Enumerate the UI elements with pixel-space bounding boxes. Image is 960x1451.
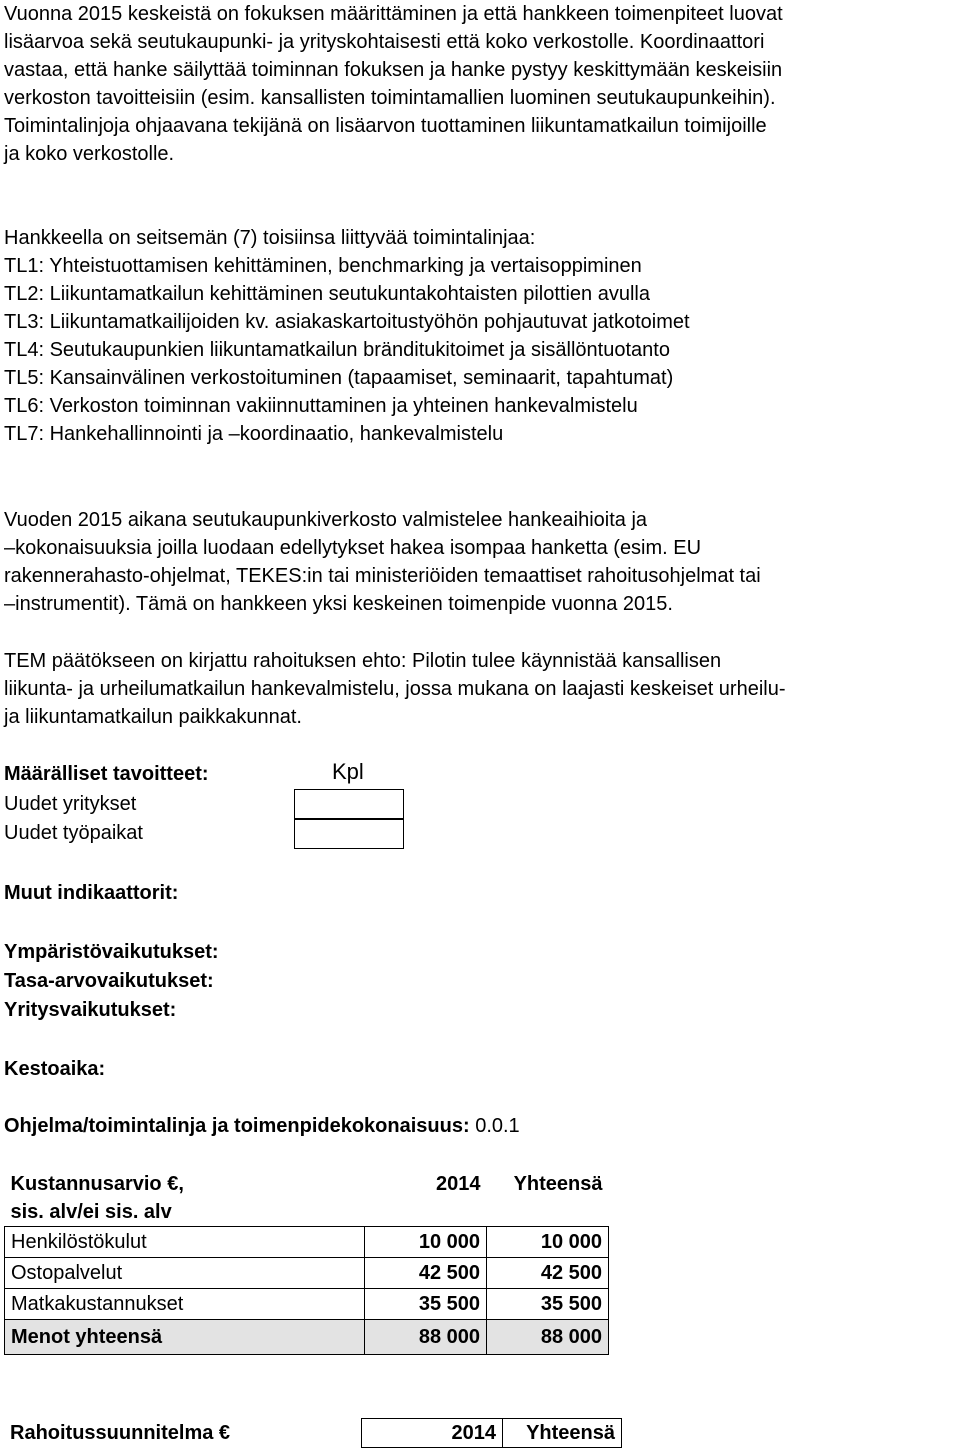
budget-title-line2: sis. alv/ei sis. alv xyxy=(10,1201,172,1223)
para-tem-line: ja liikuntamatkailun paikkakunnat. xyxy=(4,706,302,728)
duration-heading: Kestoaika: xyxy=(4,1058,106,1080)
action-line-tl5: TL5: Kansainvälinen verkostoituminen (tapaamiset, seminaarit, tapahtumat) xyxy=(4,367,674,389)
financing-col-total: Yhteensä xyxy=(503,1419,622,1448)
targets-unit-header: Kpl xyxy=(332,759,364,784)
program-value: 0.0.1 xyxy=(469,1115,520,1137)
budget-sum-total: 88 000 xyxy=(487,1320,609,1355)
action-line-tl2: TL2: Liikuntamatkailun kehittäminen seutukuntakohtaisten pilottien avulla xyxy=(4,283,650,305)
financing-table xyxy=(361,1418,622,1448)
para-2015-line: Vuoden 2015 aikana seutukaupunkiverkosto valmistelee hankeaihioita ja xyxy=(4,509,648,531)
target-value-jobs[interactable] xyxy=(294,818,404,849)
budget-row-year: 10 000 xyxy=(365,1227,487,1258)
budget-row-total: 42 500 xyxy=(487,1258,609,1289)
action-line-tl1: TL1: Yhteistuottamisen kehittäminen, benchmarking ja vertaisoppiminen xyxy=(4,255,642,277)
budget-sum-label: Menot yhteensä xyxy=(5,1320,365,1355)
program-label: Ohjelma/toimintalinja ja toimenpidekokonaisuus: xyxy=(4,1115,470,1137)
budget-row-total: 35 500 xyxy=(487,1289,609,1320)
target-label-companies: Uudet yritykset xyxy=(4,793,137,815)
equality-heading: Tasa-arvovaikutukset: xyxy=(4,970,214,992)
program-line xyxy=(4,1112,520,1140)
intro-line: Vuonna 2015 keskeistä on fokuksen määrittäminen ja että hankkeen toimenpiteet luovat xyxy=(4,3,783,25)
financing-col-year: 2014 xyxy=(362,1419,503,1448)
intro-line: verkoston tavoitteisiin (esim. kansallisten toimintamallien luominen seutukaupunkeihin). xyxy=(4,87,776,109)
budget-col-total: Yhteensä xyxy=(513,1173,603,1195)
budget-row-label: Matkakustannukset xyxy=(5,1289,365,1320)
budget-header-row xyxy=(5,1170,609,1227)
action-lines-intro: Hankkeella on seitsemän (7) toisiinsa liittyvää toimintalinjaa: xyxy=(4,227,536,249)
budget-sum-year: 88 000 xyxy=(365,1320,487,1355)
action-line-tl4: TL4: Seutukaupunkien liikuntamatkailun bränditukitoimet ja sisällöntuotanto xyxy=(4,339,670,361)
table-row xyxy=(5,1289,609,1320)
para-2015-line: –kokonaisuuksia joilla luodaan edellytykset hakea isompaa hanketta (esim. EU xyxy=(4,537,702,559)
para-2015-line: –instrumentit). Tämä on hankkeen yksi keskeinen toimenpide vuonna 2015. xyxy=(4,593,673,615)
budget-row-label: Henkilöstökulut xyxy=(5,1227,365,1258)
indicators-heading: Muut indikaattorit: xyxy=(4,882,179,904)
action-line-tl7: TL7: Hankehallinnointi ja –koordinaatio, hankevalmistelu xyxy=(4,423,504,445)
budget-row-year: 42 500 xyxy=(365,1258,487,1289)
environment-heading: Ympäristövaikutukset: xyxy=(4,941,219,963)
intro-line: lisäarvoa sekä seutukaupunki- ja yrityskohtaisesti että koko verkostolle. Koordinaattori xyxy=(4,31,765,53)
table-row xyxy=(5,1258,609,1289)
budget-row-total: 10 000 xyxy=(487,1227,609,1258)
intro-line: Toimintalinjoja ohjaavana tekijänä on lisäarvon tuottaminen liikuntamatkailun toimijoille xyxy=(4,115,767,137)
para-tem-line: liikunta- ja urheilumatkailun hankevalmistelu, jossa mukana on laajasti keskeiset urheilu- xyxy=(4,678,786,700)
budget-title-line1: Kustannusarvio €, xyxy=(10,1173,184,1195)
action-line-tl3: TL3: Liikuntamatkailijoiden kv. asiakaskartoitustyöhön pohjautuvat jatkotoimet xyxy=(4,311,690,333)
target-label-jobs: Uudet työpaikat xyxy=(4,822,143,844)
action-line-tl6: TL6: Verkoston toiminnan vakiinnuttaminen ja yhteinen hankevalmistelu xyxy=(4,395,638,417)
financing-header-row xyxy=(362,1419,622,1448)
budget-table xyxy=(4,1170,609,1355)
target-value-companies[interactable] xyxy=(294,789,404,820)
budget-sum-row xyxy=(5,1320,609,1355)
budget-row-label: Ostopalvelut xyxy=(5,1258,365,1289)
targets-heading: Määrälliset tavoitteet: xyxy=(4,763,209,785)
budget-row-year: 35 500 xyxy=(365,1289,487,1320)
intro-line: ja koko verkostolle. xyxy=(4,143,175,165)
intro-line: vastaa, että hanke säilyttää toiminnan fokuksen ja hanke pystyy keskittymään keskeisiin xyxy=(4,59,783,81)
para-tem-line: TEM päätökseen on kirjattu rahoituksen ehto: Pilotin tulee käynnistää kansallisen xyxy=(4,650,722,672)
budget-title xyxy=(5,1170,365,1227)
para-2015-line: rakennerahasto-ohjelmat, TEKES:in tai ministeriöiden temaattiset rahoitusohjelmat tai xyxy=(4,565,761,587)
financing-title: Rahoitussuunnitelma € xyxy=(10,1422,231,1444)
budget-col-year: 2014 xyxy=(436,1173,481,1195)
table-row xyxy=(5,1227,609,1258)
business-heading: Yritysvaikutukset: xyxy=(4,999,177,1021)
